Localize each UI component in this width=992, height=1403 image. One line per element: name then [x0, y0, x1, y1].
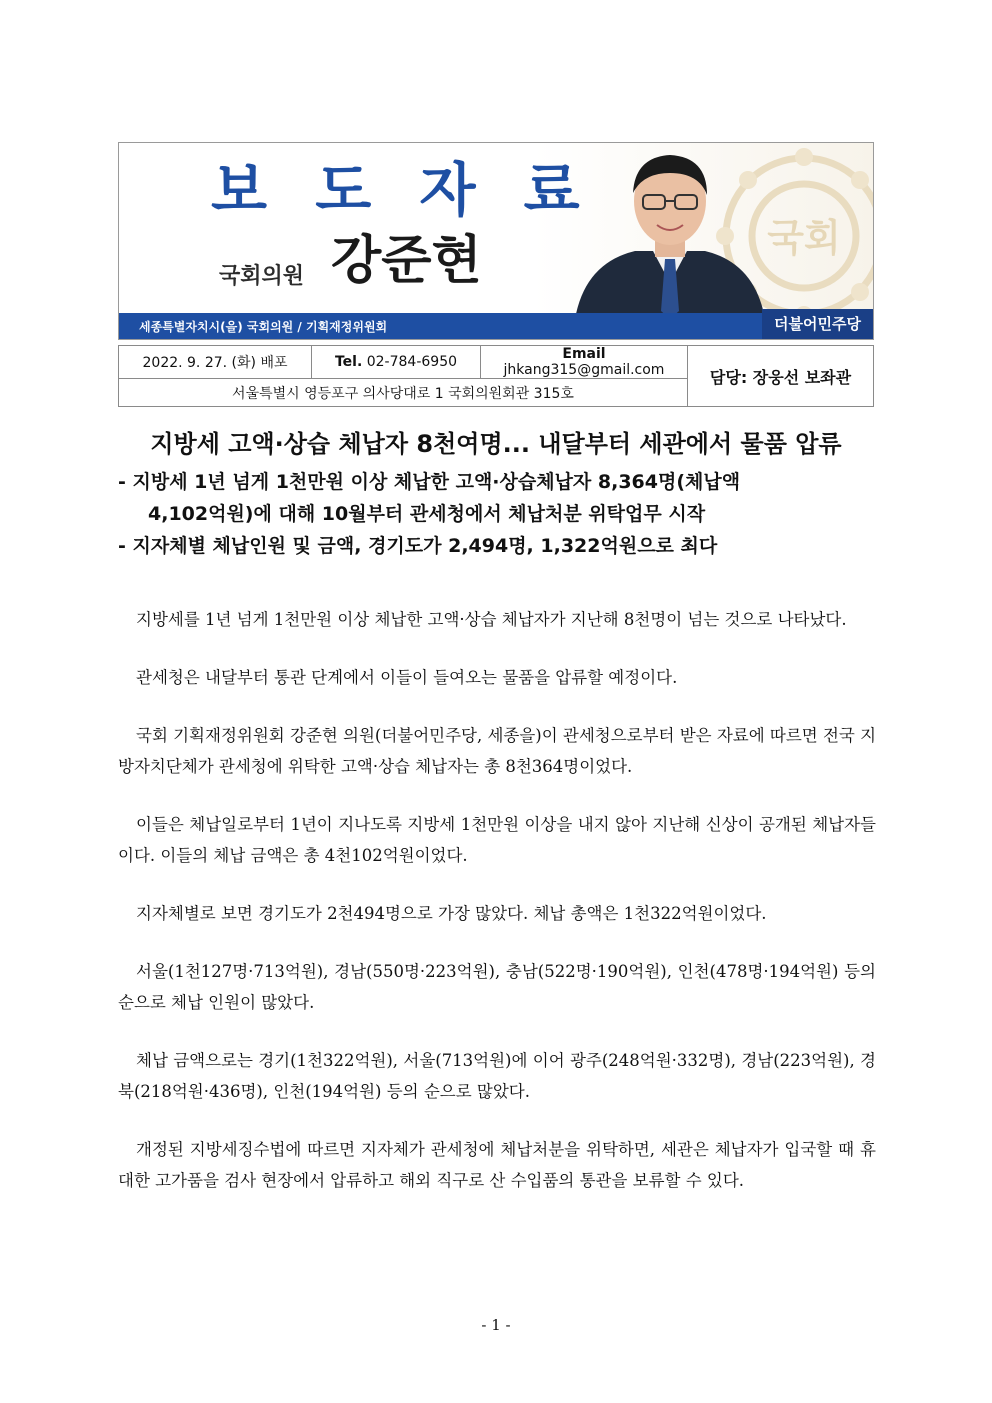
email-label: Email [562, 346, 606, 362]
mp-title-label: 국회의원 [219, 264, 305, 289]
paragraph: 체납 금액으로는 경기(1천322억원), 서울(713억원)에 이어 광주(248억원·332명), 경남(223억원), 경북(218억원·436명), 인천(194억원) 등의 순으로 많았다. [118, 1051, 876, 1101]
office-address: 서울특별시 영등포구 의사당대로 1 국회의원회관 315호 [119, 379, 688, 407]
page-number: - 1 - [481, 1316, 511, 1334]
banner-strip [119, 313, 873, 339]
article-body [118, 604, 876, 1223]
tel-label: Tel. [334, 354, 363, 370]
mp-name: 강준현 [331, 231, 482, 291]
paragraph: 이들은 체납일로부터 1년이 지나도록 지방세 1천만원 이상을 내지 않아 지난해 신상이 공개된 체납자들이다. 이들의 체납 금액은 총 4천102억원이었다. [118, 815, 876, 865]
email-address[interactable]: jhkang315@gmail.com [503, 362, 665, 378]
subheading-2: - 지자체별 체납인원 및 금액, 경기도가 2,494명, 1,322억원으로 최다 [118, 535, 718, 557]
tel-number: 02-784-6950 [366, 354, 458, 370]
subheadings [118, 466, 878, 562]
telephone-cell [312, 346, 481, 379]
email-cell [481, 346, 688, 379]
headline: 지방세 고액·상습 체납자 8천여명... 내달부터 세관에서 물품 압류 [150, 430, 842, 458]
press-release-title: 보 도 자 료 [211, 156, 594, 224]
subheading-1-continued: 4,102억원)에 대해 10월부터 관세청에서 체납처분 위탁업무 시작 [148, 503, 706, 525]
constituency-committee-text: 세종특별자치시(을) 국회의원 / 기획재정위원회 [139, 320, 388, 334]
press-release-banner [118, 142, 874, 340]
party-badge: 더불어민주당 [762, 309, 873, 339]
paragraph: 관세청은 내달부터 통관 단계에서 이들이 들여오는 물품을 압류할 예정이다. [136, 668, 678, 687]
svg-text:국회: 국회 [767, 216, 841, 260]
mp-portrait [565, 143, 775, 319]
contact-person: 담당: 장웅선 보좌관 [688, 346, 874, 407]
release-date: 2022. 9. 27. (화) 배포 [119, 346, 312, 379]
paragraph: 개정된 지방세징수법에 따르면 지자체가 관세청에 체납처분을 위탁하면, 세관은 체납자가 입국할 때 휴대한 고가품을 검사 현장에서 압류하고 해외 직구로 산 수입품의 통관을 보류할 수 있다. [118, 1140, 876, 1190]
paragraph: 지자체별로 보면 경기도가 2천494명으로 가장 많았다. 체납 총액은 1천322억원이었다. [136, 904, 767, 923]
paragraph: 지방세를 1년 넘게 1천만원 이상 체납한 고액·상습 체납자가 지난해 8천명이 넘는 것으로 나타났다. [136, 610, 847, 629]
contact-info-table [118, 345, 874, 407]
paragraph: 국회 기획재정위원회 강준현 의원(더불어민주당, 세종을)이 관세청으로부터 받은 자료에 따르면 전국 지방자치단체가 관세청에 위탁한 고액·상습 체납자는 총 8천364명이었다. [118, 726, 877, 776]
paragraph: 서울(1천127명·713억원), 경남(550명·223억원), 충남(522명·190억원), 인천(478명·194억원) 등의 순으로 체납 인원이 많았다. [118, 962, 876, 1012]
subheading-1: - 지방세 1년 넘게 1천만원 이상 체납한 고액·상습체납자 8,364명(체납액 [118, 471, 741, 493]
